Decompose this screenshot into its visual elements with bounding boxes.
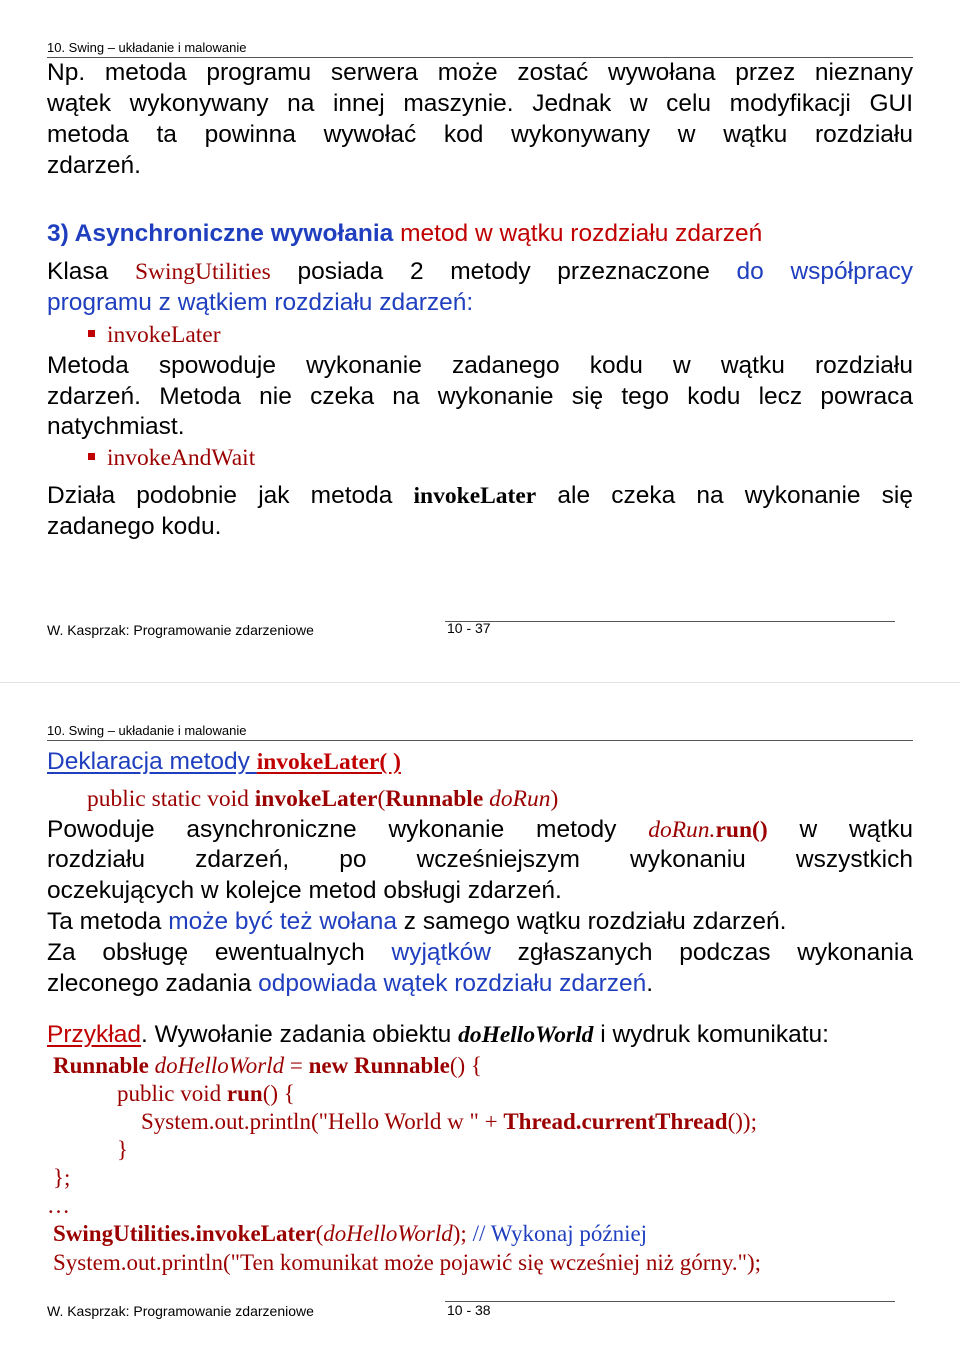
pow-prefix: Powoduje asynchroniczne wykonanie metody (47, 816, 649, 843)
ta-suffix: z samego wątku rozdziału zdarzeń. (397, 908, 787, 935)
pow-line-2: rozdziału zdarzeń, po wcześniejszym wykonaniu wszystkich (47, 846, 913, 873)
zl-suffix: . (646, 970, 654, 997)
example-text: . Wywołanie zadania obiektu (140, 1021, 459, 1048)
example-line (47, 1020, 829, 1050)
code-token: System.out.println("Hello World w " + (141, 1109, 504, 1134)
footer-rule (445, 621, 895, 622)
code-token: = (284, 1053, 309, 1078)
bullet-square-icon (88, 330, 95, 337)
intro-line: zdarzeń. (47, 152, 141, 179)
bullet-square-icon (88, 453, 95, 460)
klasa-mid: posiada 2 metody przeznaczone (270, 258, 737, 285)
sig-mods: public static void (87, 786, 255, 812)
klasa-prefix: Klasa (47, 258, 135, 285)
code-token: () { (262, 1081, 295, 1106)
pow-obj: doRun. (648, 817, 716, 843)
code-line (117, 1080, 295, 1108)
class-name: SwingUtilities (134, 259, 271, 285)
za-suffix: zgłaszanych podczas wykonania (490, 939, 913, 966)
klasa-line (47, 257, 913, 287)
code-token: new Runnable (308, 1053, 450, 1078)
sig-open: ( (377, 786, 386, 812)
bullet-invokelater (88, 320, 221, 350)
code-token: doHelloWorld (323, 1221, 453, 1246)
code-line: System.out.println("Ten komunikat może pojawić się wcześniej niż górny."); (53, 1250, 762, 1275)
sig-close: ) (550, 786, 559, 812)
code-token: () { (449, 1053, 482, 1078)
page-separator (0, 682, 960, 683)
klasa-blue: do współpracy (736, 258, 913, 285)
intro-line: Np. metoda programu serwera może zostać wywołana przez nieznany (47, 59, 913, 86)
sig-method: invokeLater (254, 786, 378, 812)
code-token: SwingUtilities.invokeLater (53, 1221, 316, 1246)
footer-author: W. Kasprzak: Programowanie zdarzeniowe (47, 622, 314, 638)
bullet-label: invokeAndWait (107, 445, 256, 471)
method-signature (87, 784, 558, 814)
slide-header: 10. Swing – układanie i malowanie (47, 723, 247, 738)
ta-prefix: Ta metoda (47, 908, 169, 935)
code-line: }; (53, 1165, 71, 1190)
za-prefix: Za obsługę ewentualnych (47, 939, 392, 966)
heading-part-bold: 3) Asynchroniczne wywołania (47, 220, 394, 247)
desc-line: Metoda spowoduje wykonanie zadanego kodu w wątku rozdziału (47, 352, 913, 379)
zl-line (47, 969, 653, 999)
section-heading (47, 219, 762, 249)
code-token: ); (452, 1221, 473, 1246)
code-token: Runnable (53, 1053, 155, 1078)
ta-line (47, 907, 786, 937)
code-line (141, 1108, 757, 1136)
pow-line (47, 815, 913, 845)
footer-rule (445, 1301, 895, 1302)
bullet-label: invokeLater (107, 322, 221, 348)
sig-param: doRun (489, 786, 551, 812)
intro-line: metoda ta powinna wywołać kod wykonywany w wątku rozdziału (47, 121, 913, 148)
desc2-suffix: ale czeka na wykonanie się (536, 482, 913, 509)
desc-line: natychmiast. (47, 413, 185, 440)
header-rule (47, 740, 913, 741)
za-blue: wyjątków (391, 939, 491, 966)
bullet-invokeandwait (88, 443, 255, 473)
code-comment: // Wykonaj później (472, 1221, 648, 1246)
zl-blue: odpowiada wątek rozdziału zdarzeń (258, 970, 647, 997)
code-token: Thread.currentThread (503, 1109, 728, 1134)
example-obj: doHelloWorld (458, 1022, 594, 1048)
zl-prefix: zleconego zadania (47, 970, 259, 997)
intro-line: wątek wykonywany na innej maszynie. Jednak w celu modyfikacji GUI (47, 90, 913, 117)
desc2-prefix: Działa podobnie jak metoda (47, 482, 414, 509)
desc2-method: invokeLater (413, 483, 537, 509)
footer-page-number: 10 - 38 (447, 1302, 491, 1318)
za-line (47, 938, 913, 968)
footer-author: W. Kasprzak: Programowanie zdarzeniowe (47, 1303, 314, 1319)
ta-blue: może być też wołana (168, 908, 397, 935)
code-token: public void (117, 1081, 227, 1106)
code-token: run (226, 1081, 263, 1106)
decl-title-text: Deklaracja metody (47, 748, 257, 775)
declaration-title (47, 747, 401, 777)
klasa-line-2: programu z wątkiem rozdziału zdarzeń: (47, 289, 474, 316)
code-token: ()); (727, 1109, 757, 1134)
example-label: Przykład (47, 1021, 141, 1048)
pow-line-3: oczekujących w kolejce metod obsługi zdarzeń. (47, 877, 562, 904)
code-line: … (47, 1193, 70, 1218)
example-suffix: i wydruk komunikatu: (593, 1021, 829, 1048)
code-token: doHelloWorld (154, 1053, 285, 1078)
desc-line: zdarzeń. Metoda nie czeka na wykonanie się tego kodu lecz powraca (47, 383, 913, 410)
desc2-line (47, 481, 913, 511)
heading-part-red: metod w wątku rozdziału zdarzeń (393, 220, 763, 247)
pow-suffix: w wątku (767, 816, 913, 843)
code-token: ( (315, 1221, 324, 1246)
pow-run: run() (715, 817, 768, 843)
footer-page-number: 10 - 37 (447, 620, 491, 636)
sig-type: Runnable (385, 786, 484, 812)
code-line: } (117, 1137, 129, 1162)
code-line (53, 1220, 647, 1248)
code-line (53, 1052, 482, 1080)
slide-header: 10. Swing – układanie i malowanie (47, 40, 247, 55)
decl-method: invokeLater( ) (256, 749, 401, 775)
desc2-line-2: zadanego kodu. (47, 513, 222, 540)
